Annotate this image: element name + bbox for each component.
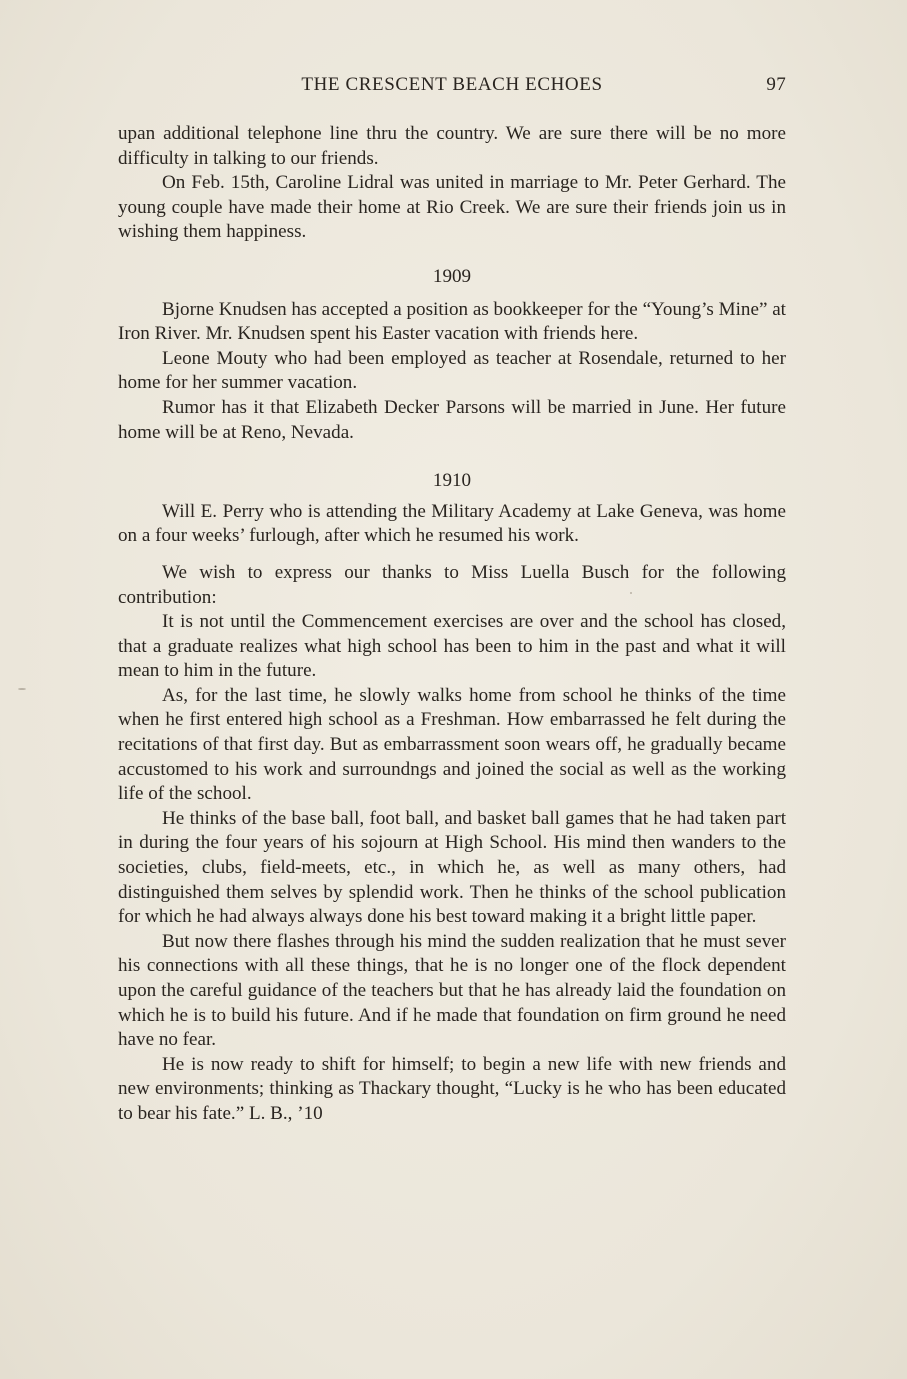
paragraph: Rumor has it that Elizabeth Decker Parsons will be married in June. Her future home will be at Reno, Nevada. [118,396,786,443]
section-year-heading: 1909 [432,265,472,287]
paragraph: As, for the last time, he slowly walks home from school he thinks of the time when he first entered high school as a Freshman. How embarrassed he felt during the recitations of that first day. But as embarrassment soon wears off, he gradually became accustomed to his work and surroundngs and joined the social as well as the working life of the school. [118,684,786,805]
publication-title: THE CRESCENT BEACH ECHOES [301,74,603,95]
paragraph: upan additional telephone line thru the country. We are sure there will be no more difficulty in talking to our friends. [118,123,786,169]
paragraph: On Feb. 15th, Caroline Lidral was united in marriage to Mr. Peter Gerhard. The young couple have made their home at Rio Creek. We are sure their friends join us in wishing them happiness. [118,172,786,243]
paragraph: But now there flashes through his mind the sudden realization that he must sever his connections with all these things, that he is no longer one of the flock dependent upon the careful guidance of the teachers but that he has already laid the foundation on which he is to build his future. And if he made that foundation on firm ground he need have no fear. [118,930,786,1051]
paragraph: Bjorne Knudsen has accepted a position as bookkeeper for the “Young’s Mine” at Iron River. Mr. Knudsen spent his Easter vacation with friends here. [118,298,786,345]
paper-speck [630,592,632,594]
running-header [118,74,786,100]
article-body [118,122,786,1127]
paper-speck [18,688,26,690]
page-number: 97 [766,74,786,95]
paragraph: He thinks of the base ball, foot ball, and basket ball games that he had taken part in during the four years of his sojourn at High School. His mind then wanders to the societies, clubs, field-meets, etc., in which he, as well as many others, had distinguished them selves by splendid work. Then he thinks of the school publication for which he had always always done his best toward making it a bright little paper. [118,807,786,928]
paragraph: We wish to express our thanks to Miss Luella Busch for the following contribution: [118,561,786,608]
paragraph: Will E. Perry who is attending the Military Academy at Lake Geneva, was home on a four weeks’ furlough, after which he resumed his work. [118,500,786,547]
paragraph: Leone Mouty who had been employed as teacher at Rosendale, returned to her home for her summer vacation. [118,347,786,394]
paragraph: It is not until the Commencement exercises are over and the school has closed, that a graduate realizes what high school has been to him in the past and what it will mean to him in the future. [118,611,786,682]
section-year-heading: 1910 [432,470,472,492]
paragraph: He is now ready to shift for himself; to begin a new life with new friends and new environments; thinking as Thackary thought, “Lucky is he who has been educated to bear his fate.” L. B., ’10 [118,1053,786,1124]
